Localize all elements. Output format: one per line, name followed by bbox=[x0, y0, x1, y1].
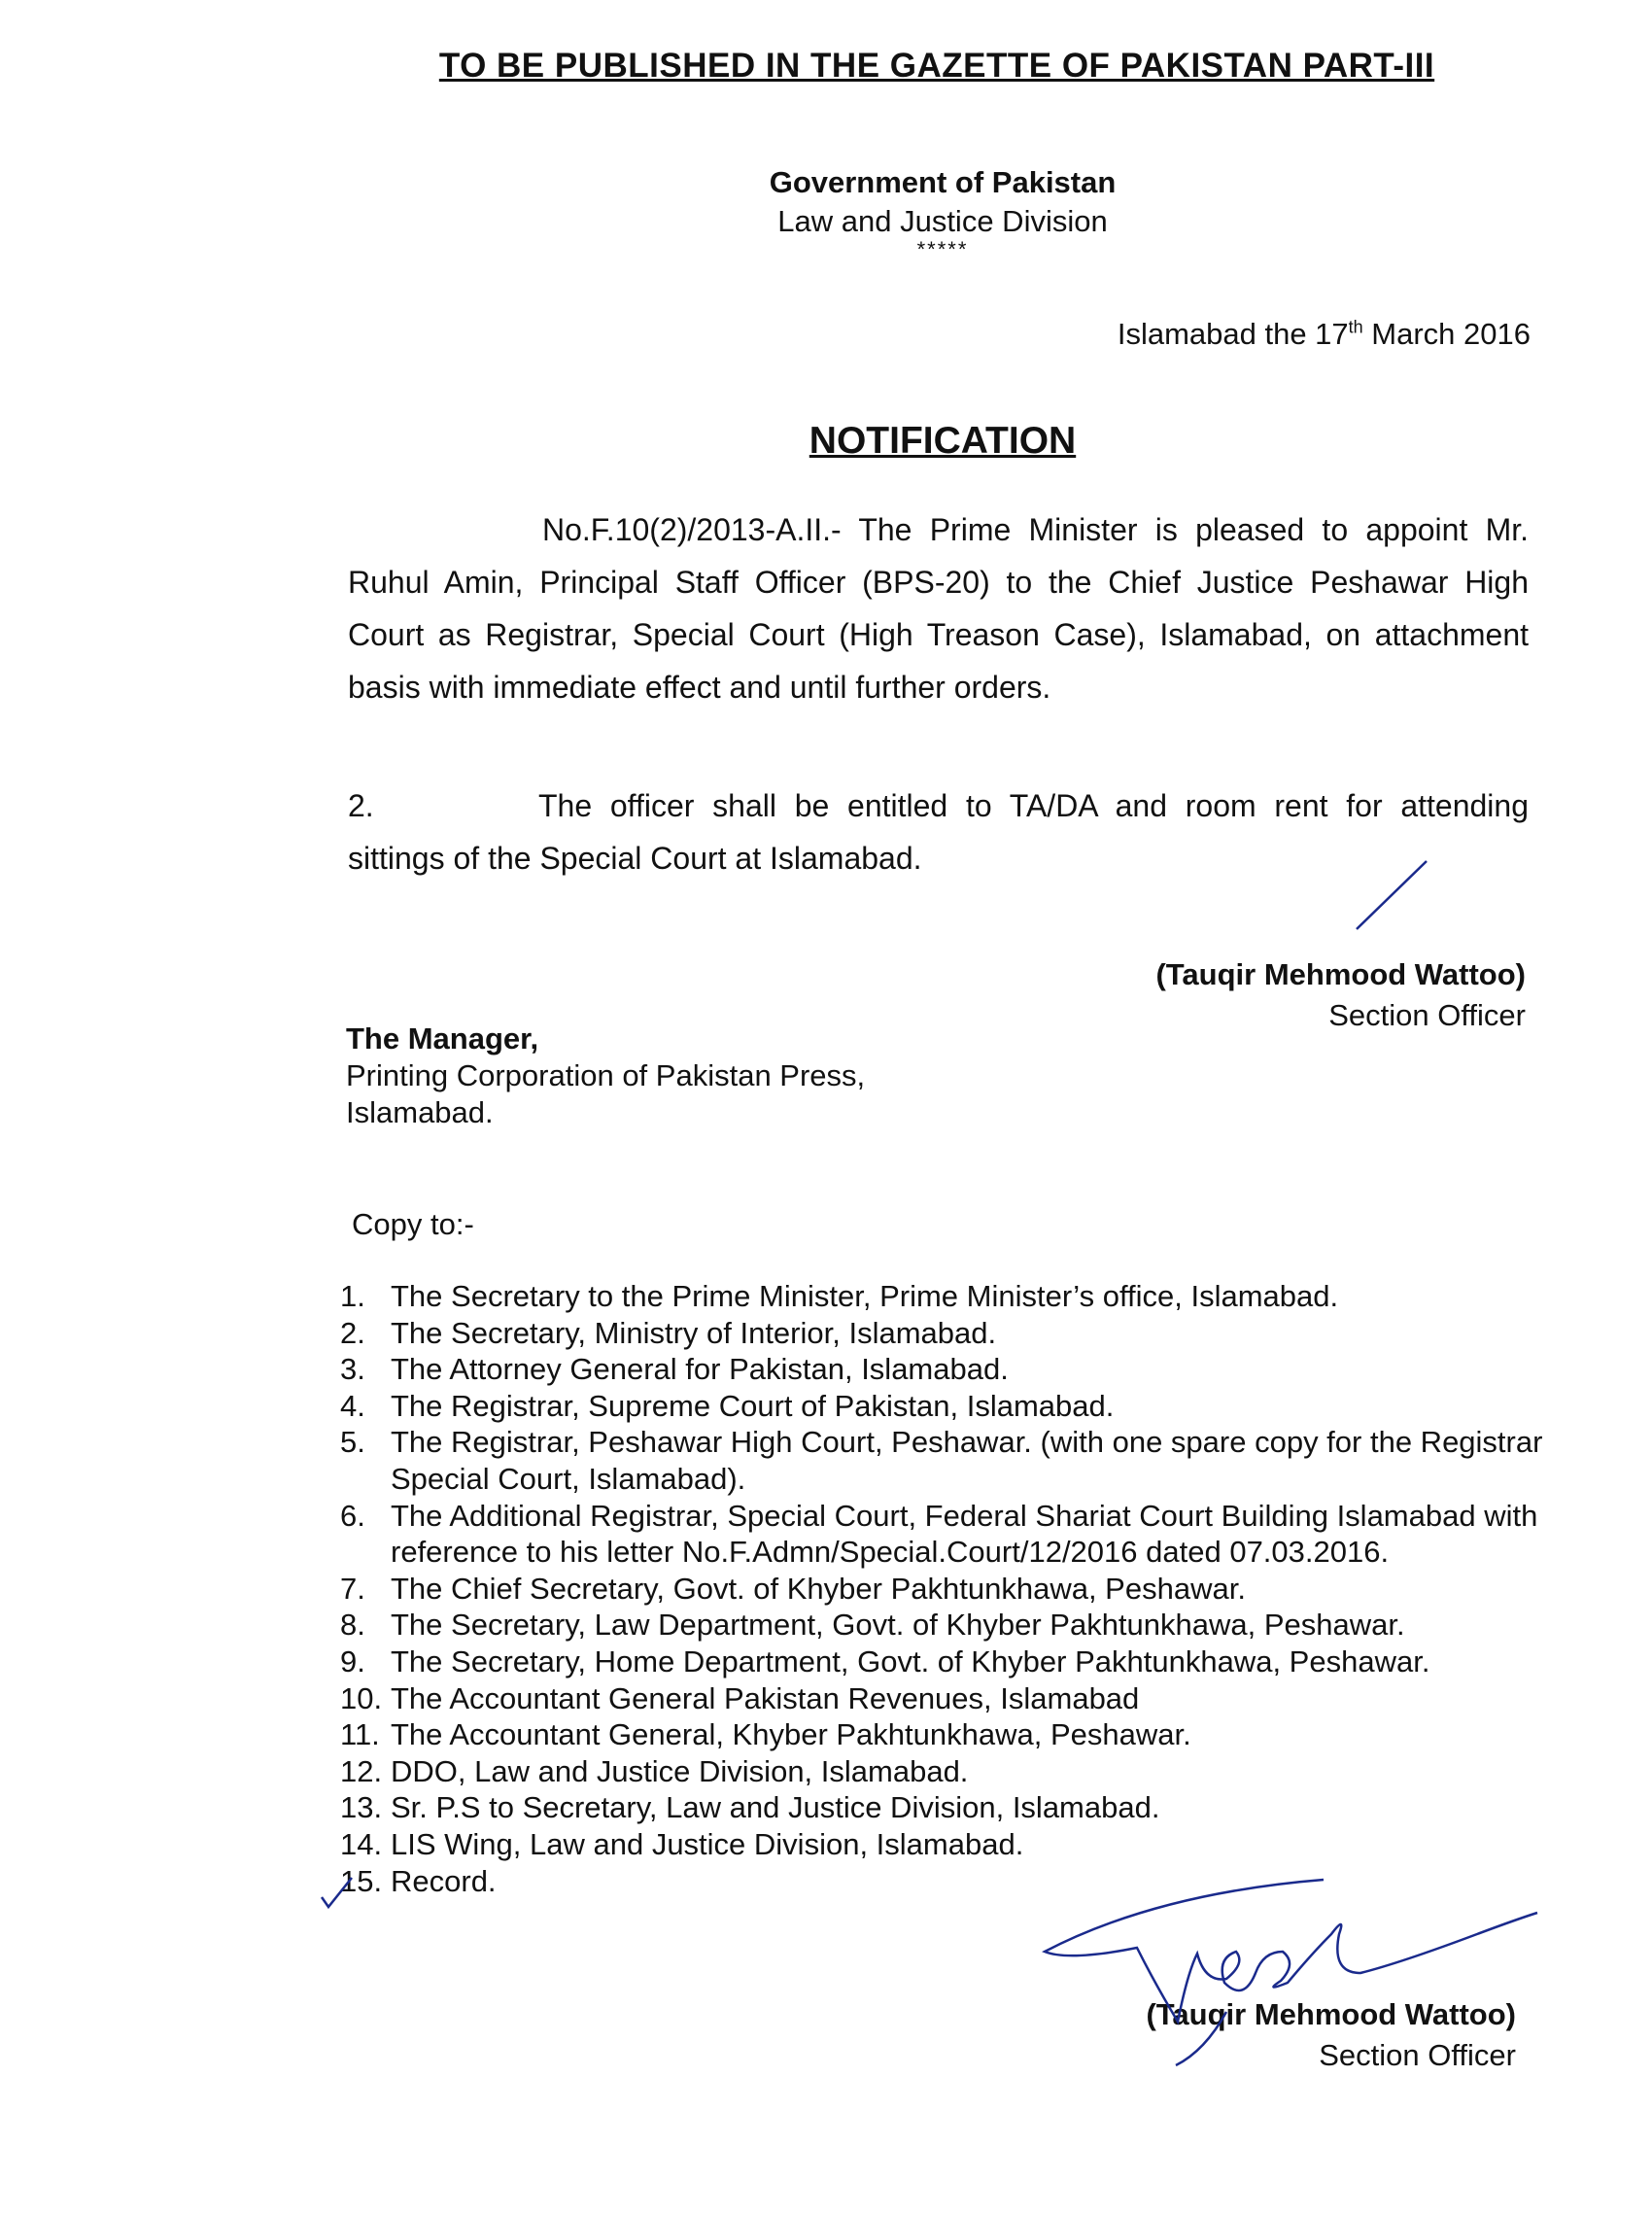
issue-date: Islamabad the 17th March 2016 bbox=[1117, 317, 1531, 351]
list-item-number: 15. bbox=[340, 1863, 383, 1898]
handwritten-signature bbox=[1045, 1880, 1537, 2065]
page-title: NOTIFICATION bbox=[809, 420, 1077, 462]
notification-paragraph-1: No.F.10(2)/2013-A.II.- The Prime Minister is pleased to appoint Mr. Ruhul Amin, Principal Staff Officer (BPS-20) to the Chief Justice Peshawar High Court as Registrar, Special Court (High Treason Case), Islamabad, on attachment basis with immediate effect and until further orders. bbox=[348, 512, 1529, 705]
list-item-text: The Registrar, Peshawar High Court, Peshawar. (with one spare copy for the Registrar Special Court, Islamabad). bbox=[391, 1425, 1543, 1496]
signatory-name: (Tauqir Mehmood Wattoo) bbox=[1146, 1997, 1516, 2031]
list-item-text: The Accountant General, Khyber Pakhtunkhawa, Peshawar. bbox=[391, 1717, 1191, 1752]
list-item-number: 1. bbox=[340, 1279, 365, 1313]
list-item-number: 5. bbox=[340, 1425, 365, 1460]
division-name: Law and Justice Division bbox=[777, 204, 1108, 238]
list-item-number: 13. bbox=[340, 1790, 383, 1825]
initial-stroke bbox=[1357, 861, 1427, 929]
notification-paragraph-2: 2. The officer shall be entitled to TA/DA and room rent for attending sittings of the Special Court at Islamabad. bbox=[348, 779, 1529, 884]
list-item-text: Sr. P.S to Secretary, Law and Justice Division, Islamabad. bbox=[391, 1790, 1160, 1825]
list-item-text: The Secretary, Home Department, Govt. of Khyber Pakhtunkhawa, Peshawar. bbox=[391, 1644, 1430, 1679]
list-item-number: 12. bbox=[340, 1753, 383, 1788]
separator-stars: ***** bbox=[916, 237, 969, 261]
list-item-text: LIS Wing, Law and Justice Division, Islamabad. bbox=[391, 1826, 1024, 1861]
list-item-number: 3. bbox=[340, 1352, 365, 1387]
addressee-line-2: Islamabad. bbox=[346, 1095, 494, 1129]
signatory-designation: Section Officer bbox=[1319, 2038, 1516, 2072]
list-item-text: The Secretary to the Prime Minister, Prime Minister’s office, Islamabad. bbox=[391, 1279, 1339, 1313]
list-item-text: The Additional Registrar, Special Court, Federal Shariat Court Building Islamabad with reference to his letter No.F.Admn/Special.Court/12/2016 dated 07.03.2016. bbox=[391, 1498, 1538, 1570]
list-item-text: The Accountant General Pakistan Revenues, Islamabad bbox=[391, 1680, 1140, 1715]
signatory-designation: Section Officer bbox=[1328, 998, 1526, 1032]
list-item-number: 7. bbox=[340, 1571, 365, 1606]
addressee-line-1: Printing Corporation of Pakistan Press, bbox=[346, 1058, 866, 1092]
list-item-text: The Secretary, Ministry of Interior, Islamabad. bbox=[391, 1315, 997, 1350]
list-item-number: 6. bbox=[340, 1498, 365, 1533]
check-mark-icon bbox=[322, 1878, 352, 1907]
list-item-number: 11. bbox=[340, 1717, 380, 1752]
paragraph-number: 2. bbox=[348, 788, 374, 823]
list-item-text: The Chief Secretary, Govt. of Khyber Pakhtunkhawa, Peshawar. bbox=[391, 1571, 1246, 1606]
list-item-number: 8. bbox=[340, 1608, 365, 1643]
copy-to-heading: Copy to:- bbox=[352, 1207, 474, 1241]
list-item-number: 10. bbox=[340, 1680, 383, 1715]
signatory-name: (Tauqir Mehmood Wattoo) bbox=[1155, 957, 1526, 991]
list-item-text: Record. bbox=[391, 1863, 497, 1898]
addressee-title: The Manager, bbox=[346, 1021, 539, 1056]
list-item-text: DDO, Law and Justice Division, Islamabad. bbox=[391, 1753, 969, 1788]
list-item-number: 14. bbox=[340, 1826, 383, 1861]
list-item-number: 4. bbox=[340, 1388, 365, 1423]
gazette-heading: TO BE PUBLISHED IN THE GAZETTE OF PAKISTAN PART-III bbox=[438, 47, 1435, 85]
list-item-text: The Attorney General for Pakistan, Islamabad. bbox=[391, 1352, 1009, 1387]
government-name: Government of Pakistan bbox=[769, 165, 1117, 199]
list-item-text: The Registrar, Supreme Court of Pakistan, Islamabad. bbox=[391, 1388, 1115, 1423]
list-item-number: 9. bbox=[340, 1644, 365, 1679]
list-item-number: 2. bbox=[340, 1315, 365, 1350]
list-item-text: The Secretary, Law Department, Govt. of Khyber Pakhtunkhawa, Peshawar. bbox=[391, 1608, 1405, 1643]
